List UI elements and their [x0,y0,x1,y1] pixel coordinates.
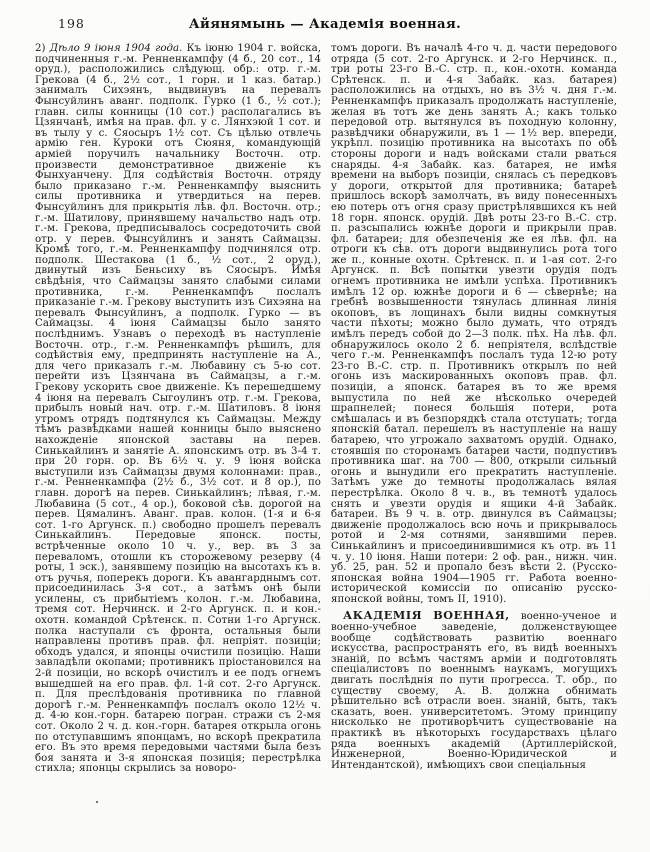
paragraph-lead-italic: Дѣло 9 іюня 1904 года. [49,43,187,54]
page-number: 198 [58,16,85,31]
article-title: АКАДЕМІЯ ВОЕННАЯ, [343,608,521,623]
running-head: Айянямынь — Академія военная. [188,17,462,32]
academy-military-article: АКАДЕМІЯ ВОЕННАЯ, военно-ученое и военно-учебное заведеніе, долженствующее вообще содѣйствовать развитію военнаго искусства, распространять его, въ видѣ военныхъ знаній, по всѣмъ частямъ арміи и подготовлять спеціалистовъ по военнымъ наукамъ, могущихъ двигать послѣднія по пути прогресса. Т. обр., по существу своему, А. В. должна обнимать рѣшительно всѣ отрасли воен. знаній, быть, такъ сказать, воен. университетомъ. Этому принципу нисколько не противорѣчитъ существованіе на практикѣ въ нѣкоторыхъ государствахъ цѣлаго ряда военныхъ академій (Артиллерійской, Инженерной, Военно-Юридической и Интендантской), имѣющихъ свои спеціальныя [331,608,617,771]
battle-9-june-1904-paragraph: 2) Дѣло 9 іюня 1904 года. Къ іюню 1904 г. войска, подчиненныя г.-м. Ренненкампфу (4 б., 20 сот., 14 оруд.), расположились слѣдующ. обр.: отр. г.-м. Грекова (4 б., 2½ сот., 1 горн. и 1 каз. батар.) занималъ Сихэянъ, выдвинувъ на перевалъ Фынсуйлинъ аванг. подполк. Гурко (1 б., ½ сот.); главн. силы конницы (10 сот.) располагались въ Цзянчанѣ, имѣя на прав. фл. у с. Лянхэюй 1 сот. и въ тылу у с. Сяосыръ 1½ сот. Съ цѣлью отвлечь армію ген. Куроки отъ Сюяня, командующій арміей поручилъ начальнику Восточн. отр. произвести демонстративное движеніе къ Фынхуанчену. Для содѣйствія Восточн. отряду было приказано г.-м. Ренненкампфу выяснить силы противника и утвердиться на перев. Фынсуйлинъ для прикрытія лѣв. фл. Восточн. отр.; г.-м. Шатилову, принявшему начальство надъ отр. г.-м. Грекова, предписывалось сосредоточить свой отр. у перев. Фынсуйлинъ и занять Саймацзы. Кромѣ того, г.-м. Ренненкампфу подчинялся отр. подполк. Шестакова (1 б., ½ сот., 2 оруд.), двинутый изъ Беньсиху въ Сяосыръ. Имѣя свѣдѣнія, что Саймацзы занято слабыми силами противника, г.-м. Ренненкампфъ послалъ приказаніе г.-м. Грекову выступить изъ Сихэяна на перевалъ Фынсуйлинъ, а подполк. Гурко — въ Саймацзы. 4 іюня Саймацзы было занято послѣднимъ. Узнавъ о переходѣ въ наступленіе Восточн. отр., г.-м. Ренненкампфъ рѣшилъ, для содѣйствія ему, предпринять наступленіе на А., для чего приказалъ г.-м. Любавину съ 5-ю сот. перейти изъ Цзянчана въ Саймацзы, а г.-м. Грекову ускорить свое движеніе. Къ перешедшему 4 іюня на перевалъ Сыгоулинъ отр. г.-м. Грекова, прибылъ новый нач. отр. г.-м. Шатиловъ. 8 іюня утромъ отрядъ подтянулся къ Саймацзы. Между тѣмъ развѣдками нашей конницы было выяснено нахожденіе японской заставы на перев. Синькайлинъ и занятіе А. японскимъ отр. въ 3-4 т. при 20 горн. ор. Въ 6½ ч. у. 9 іюня войска выступили изъ Саймацзы двумя колоннами: прав., г.-м. Ренненкампфа (2½ б., 3½ сот. и 8 ор.), по главн. дорогѣ на перев. Синькайлинъ; лѣвая, г.-м. Любавина (5 сот., 4 ор.), боковой сѣв. дорогой на перев. Цямалинъ. Аванг. прав. колон. (1-я и 6-я сот. 1-го Аргунск. п.) свободно прошелъ перевалъ Синькайлинъ. Передовые японск. посты, встрѣченные около 10 ч. у., вер. въ 3 за переваломъ, отошли къ сторожевому резерву (4 роты, 1 эск.), занявшему позицію на высотахъ къ в. отъ ручья, поперекъ дороги. Къ авангарднымъ сот. присоединилась 3-я сот., а затѣмъ онѣ были усилены, съ прибытіемъ колон. г.-м. Любавина, тремя сот. Нерчинск. и 2-го Аргунск. п. и кон.-охотн. командой Срѣтенск. п. Сотни 1-го Аргунск. полка наступали съ фронта, остальныя были направлены противъ прав. фл. непріят. позиціи; обходъ удался, и японцы очистили позицію. Наши завладѣли окопами; противникъ пріостановился на 2-й позиціи, но вскорѣ очистилъ и ее подъ огнемъ вышедшей на его прав. фл. 1-й сот. 2-го Аргунск. п. Для преслѣдованія противника по главной дорогѣ г.-м. Ренненкампфъ послалъ около 12½ ч. д. 4-ю кон.-горн. батарею погран. стражи съ 2-мя сот. Около 2 ч. д. кон.-горн. батарея открыла огонь по отступавшимъ японцамъ, но вскорѣ прекратила его. Въ это время передовыми частями была безъ боя занята и 3-я японская позиція; перестрѣлка стихла; японцы скрылись за новоро- [35,43,321,775]
page-header [0,0,650,34]
paragraph-number: 2) [35,43,50,54]
right-column [331,44,617,775]
scan-artifact-dot [96,801,98,803]
text-columns [0,44,650,775]
battle-9-june-1904-continuation: томъ дороги. Въ началѣ 4-го ч. д. части передового отряда (5 сот. 2-го Аргунск. и 2-го Нерчинск. п., три роты 23-го В.-С. стр. п., кон.-охотн. команда Срѣтенск. п. и 4-я Забайк. каз. батарея) расположились на отдыхъ, но въ 3½ ч. дня г.-м. Ренненкампфъ приказалъ продолжать наступленіе, желая въ тотъ же день занять А.; какъ только передовой отр. вытянулся въ походную колонну, развѣдчики обнаружили, въ 1 — 1½ вер. впереди, укрѣпл. позицію противника на высотахъ по обѣ стороны дороги и надъ войсками стали рваться снаряды. 4-я Забайк. каз. батарея, не имѣя времени на выборъ позиціи, снялась съ передковъ у дороги, открытой для противника; батареѣ пришлось вскорѣ замолчать, въ виду понесенныхъ ею потерь отъ огня сразу пристрѣлявшихся къ ней 18 горн. японск. орудій. Двѣ роты 23-го В.-С. стр. п. разсыпались южнѣе дороги и прикрыли прав. фл. батареи; для обезпеченія же ея лѣв. фл. на отроги къ сѣв. отъ дороги выдвинулись рота того же п., конные охотн. Срѣтенск. п. и 1-ая сот. 2-го Аргунск. п. Всѣ попытки увезти орудія подъ огнемъ противника не имѣли успѣха. Противникъ имѣлъ 12 ор. южнѣе дороги и 6 — сѣвернѣе; на гребнѣ возвышенности тянулась длинная линія окоповъ, въ лощинахъ были видны сомкнутыя части пѣхоты; можно было думать, что отрядъ имѣлъ передъ собой до 2—3 полк. пѣх. На лѣв. фл. обнаружилось около 2 б. непріятеля, вслѣдствіе чего г.-м. Ренненкампфъ послалъ туда 12-ю роту 23-го В.-С. стр. п. Противникъ открылъ по ней огонь изъ маскированныхъ окоповъ прав. фл. позиціи, а японск. батарея въ то же время выпустила по ней же нѣсколько очередей шрапнелей; понеся большія потери, рота смѣшалась и въ безпорядкѣ стала отступать; тогда японскій батал. перешелъ въ наступленіе на нашу батарею, что угрожало захватомъ орудій. Однако, стоявшія по сторонамъ батареи части, подпустивъ противника шаг. на 700 — 800, открыли сильный огонь и вынудили его прекратить наступленіе. Затѣмъ уже до темноты продолжалась вялая перестрѣлка. Около 8 ч. в., въ темнотѣ удалось снять и увезти орудія и ящики 4-й Забайк. батареи. Въ 9 ч. в. отр. двинулся въ Саймацзы; движеніе продолжалось всю ночь и прикрывалось ротой и 2-мя сотнями, занявшими перев. Синькайлинъ и присоединившимися къ отр. въ 11 ч. у. 10 іюня. Наши потери: 2 оф. ран., нижн. чин. уб. 25, ран. 52 и пропало безъ вѣсти 2. (Русско-японская война 1904—1905 гг. Работа военно-исторической комиссіи по описанію русско-японской войны, томъ II, 1910). [331,43,617,605]
left-column [35,44,321,775]
